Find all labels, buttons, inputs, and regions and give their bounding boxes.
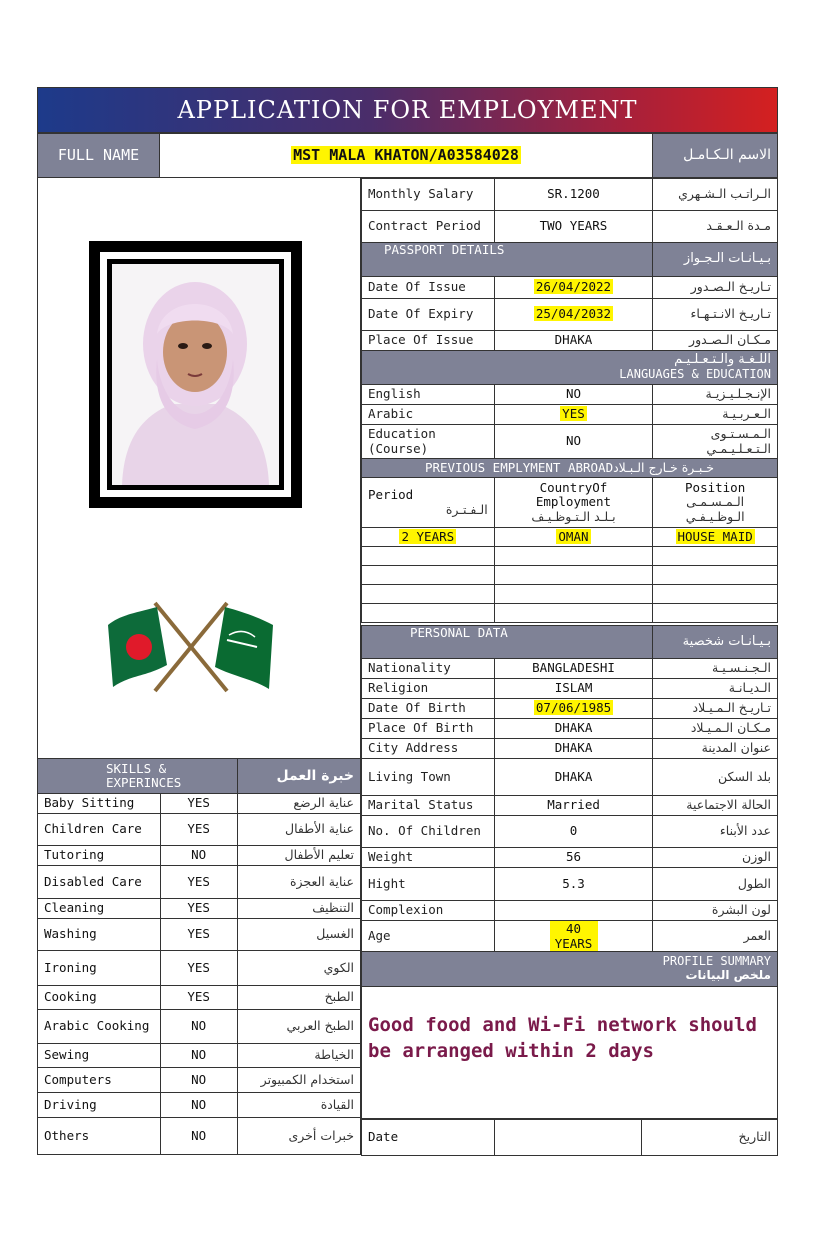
- personal-heading: PERSONAL DATA: [362, 626, 653, 659]
- table-row: [362, 604, 778, 623]
- skill-row: Tutoring NO تعليم الأطفال: [38, 846, 361, 866]
- religion-value: ISLAM: [494, 679, 653, 699]
- summary-text: Good food and Wi-Fi network should be arranged within 2 days: [368, 1014, 757, 1062]
- skill-row: Disabled Care YES عناية العجزة: [38, 866, 361, 899]
- date-label: Date: [362, 1119, 495, 1156]
- table-row: 2 YEARS OMAN HOUSE MAID: [362, 528, 778, 547]
- nationality-value: BANGLADESHI: [494, 659, 653, 679]
- skill-row: Computers NO استخدام الكمبيوتر: [38, 1068, 361, 1093]
- table-row: [362, 566, 778, 585]
- full-name-row: [37, 133, 778, 178]
- skill-row: Others NO خبرات أخرى: [38, 1118, 361, 1155]
- previous-employment-heading: PREVIOUS EMPLYMENT ABROADخـبـرة خـارج الـبـلاد: [362, 459, 778, 478]
- languages-heading: اللـغـة والـتـعـلـيـم LANGUAGES & EDUCATION: [362, 351, 778, 385]
- skill-row: Baby Sitting YES عناية الرضع: [38, 794, 361, 814]
- skill-row: Cleaning YES التنظيف: [38, 899, 361, 919]
- date-row: Date التاريخ: [361, 1118, 778, 1156]
- contract-period-label: Contract Period: [362, 211, 495, 243]
- summary-heading: PROFILE SUMMARY: [662, 954, 771, 969]
- full-name-value: MST MALA KHATON/A03584028: [293, 145, 519, 164]
- table-row: [362, 547, 778, 566]
- table-row: [362, 585, 778, 604]
- contract-period-value: TWO YEARS: [494, 211, 653, 243]
- skill-row: Children Care YES عناية الأطفال: [38, 814, 361, 846]
- monthly-salary-label: Monthly Salary: [362, 179, 495, 211]
- expiry-date-value: 25/04/2032: [535, 306, 612, 322]
- personal-data-table: PERSONAL DATA بـيـانـات شخصية Nationality BANGLADESHI الـجـنـسـيـة Religion ISLAM الـديـانـة Date Of Birth 07/06/1985 تـاريـخ الـمـيـلاد Place Of Birth DHAKA مـكـان الـمـيـلاد City Address DHAKA عنوان المدينة Living Town DHAKA بلد السكن Marital Status Married الحالة الاجتماعية No. Of Children 0 عدد الأبناء Weight 56 الوزن Hight 5.3 الطول Complexion لون البشرة Age 40 YEARS العمر: [361, 625, 778, 953]
- date-value: [494, 1119, 642, 1156]
- age-value: 40 YEARS: [550, 921, 598, 951]
- full-name-label: FULL NAME: [38, 134, 160, 178]
- page-title: APPLICATION FOR EMPLOYMENT: [37, 87, 778, 133]
- place-of-issue-value: DHAKA: [494, 331, 653, 351]
- skill-row: Cooking YES الطبخ: [38, 986, 361, 1010]
- monthly-salary-value: SR.1200: [494, 179, 653, 211]
- passport-heading: PASSPORT DETAILS: [362, 243, 653, 277]
- skill-row: Driving NO القيادة: [38, 1093, 361, 1118]
- skill-row: Arabic Cooking NO الطبخ العربي: [38, 1010, 361, 1044]
- profile-summary: PROFILE SUMMARY ملخص البيانات: [361, 951, 778, 1120]
- applicant-photo: [112, 264, 279, 485]
- arabic-value: YES: [562, 406, 585, 422]
- skills-heading: SKILLS & EXPERINCES: [38, 759, 238, 794]
- full-name-arabic: الاسم الـكـامـل: [653, 134, 778, 178]
- skills-table: SKILLS & EXPERINCES خبرة العمل Baby Sitting YES عناية الرضع Children Care YES عناية الأطفال Tutoring NO تعليم الأطفال Disabled Care YES عناية العجزة Cleaning YES التنظيف Washing YES الغسيل Ironing YES الكوي Cooking YES الطبخ Arabic Cooking NO الطبخ العربي Sewing NO الخياطة Computers NO استخدام الكمبيوتر Driving NO القيادة Others NO خبرات أخرى: [37, 758, 361, 1155]
- crossed-flags-icon: [105, 595, 277, 695]
- dob-value: 07/06/1985: [535, 700, 612, 716]
- skill-row: Ironing YES الكوي: [38, 951, 361, 986]
- education-value: NO: [494, 425, 653, 459]
- contract-passport-table: Monthly Salary SR.1200 الـراتـب الـشـهري Contract Period TWO YEARS مـدة الـعـقـد PASSPORT DETAILS بـيـانـات الـجـواز Date Of Issue 26/04/2022 تـاريـخ الـصـدور Date Of Expiry 25/04/2032 تـاريـخ الانـتـهـاء Place Of Issue DHAKA مـكـان الـصـدور اللـغـة والـتـعـلـيـم LANGUAGES & EDUCATION English NO الإنـجـلـيـزيـة Arabic YES الـعـربـيـة Education (Course) NO الـمـسـتـوى الـتـعـلـيـمـي PREVIOUS EMPLYMENT ABROADخـبـرة خـارج الـبـلاد Period الـفـتـرة CountryOf Employment بـلـد الـتـوظـيـف Position الـمـسـمـى الـوظـيـفـي 2 YEARS OMAN HOUSE MAID: [361, 178, 778, 623]
- skill-row: Washing YES الغسيل: [38, 919, 361, 951]
- issue-date-value: 26/04/2022: [535, 279, 612, 295]
- english-value: NO: [494, 385, 653, 405]
- skill-row: Sewing NO الخياطة: [38, 1044, 361, 1068]
